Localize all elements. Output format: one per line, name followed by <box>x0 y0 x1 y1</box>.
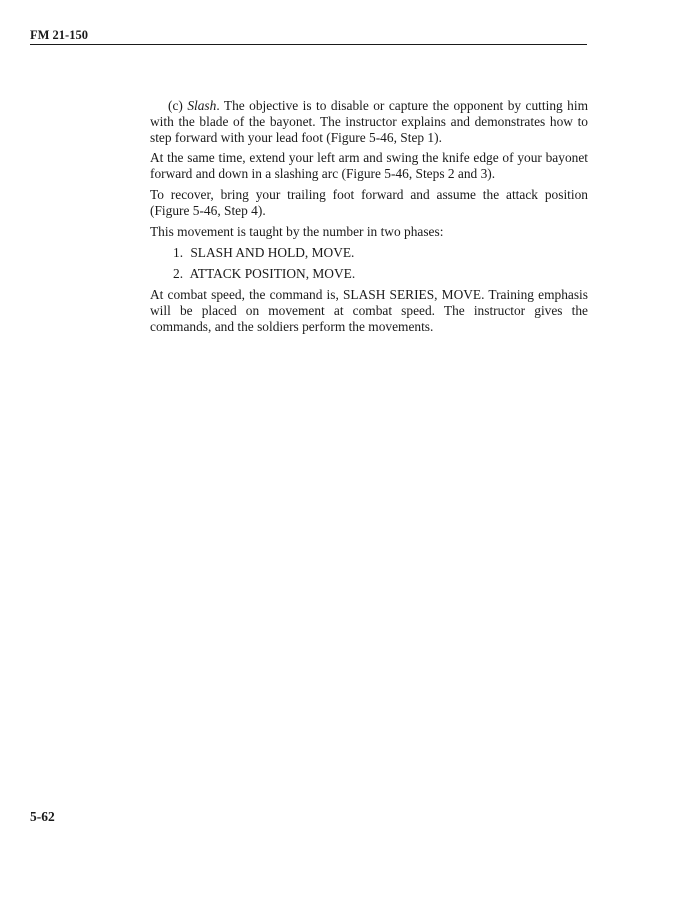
list-item-text: ATTACK POSITION, MOVE. <box>189 266 356 282</box>
phase-list <box>150 245 588 282</box>
list-item-text: SLASH AND HOLD, MOVE. <box>190 245 355 261</box>
list-item <box>173 266 588 282</box>
page-body <box>150 98 588 339</box>
list-item-number: 2. <box>173 266 184 282</box>
list-item <box>173 245 588 261</box>
paragraph-recover: To recover, bring your trailing foot forward and assume the attack position (Figure 5-46, Step 4). <box>150 186 588 218</box>
manual-title: FM 21-150 <box>30 28 88 42</box>
list-item-number: 1. <box>173 245 184 261</box>
term-slash: Slash <box>187 98 217 113</box>
page-number: 5-62 <box>30 809 55 824</box>
paragraph-marker: (c) <box>168 98 183 113</box>
paragraph-slash-text: The objective is to disable or capture the opponent by cutting him with the blade of the bayonet. The instructor explains and demonstrates how to step forward with your lead foot (Figure 5-46, Step 1). <box>150 98 588 145</box>
paragraph-slash <box>150 98 588 145</box>
paragraph-extend-arm: At the same time, extend your left arm and swing the knife edge of your bayonet forward and down in a slashing arc (Figure 5-46, Steps 2 and 3). <box>150 150 588 182</box>
page-header <box>30 27 587 45</box>
paragraph-combat-speed: At combat speed, the command is, SLASH SERIES, MOVE. Training emphasis will be placed on movement at combat speed. The instructor gives the commands, and the soldiers perform the movements. <box>150 286 588 334</box>
term-punct: . <box>216 98 220 113</box>
paragraph-phases-intro: This movement is taught by the number in two phases: <box>150 223 444 239</box>
